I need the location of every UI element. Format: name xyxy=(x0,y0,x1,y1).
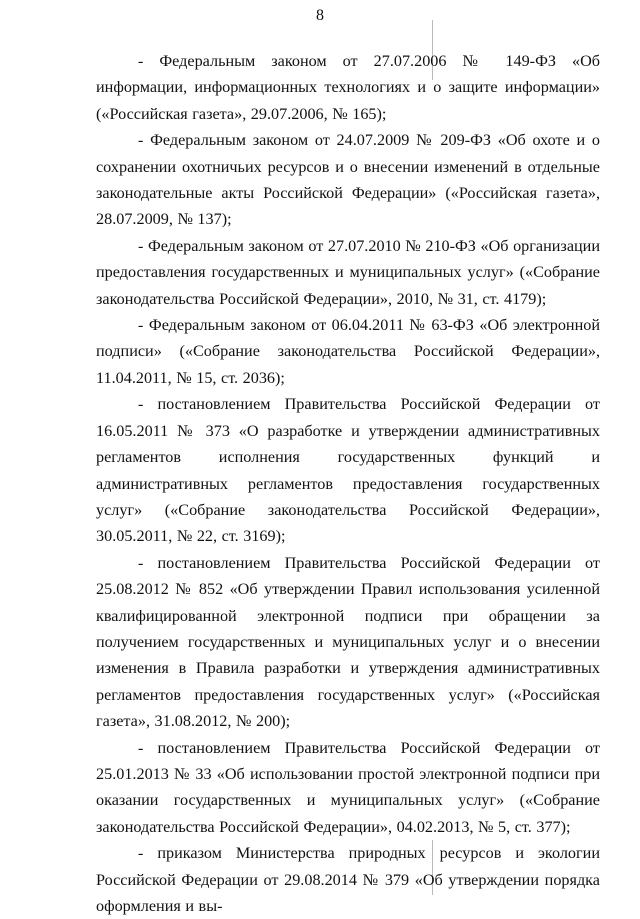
list-item: - Федеральным законом от 24.07.2009 № 209-ФЗ «Об охоте и о сохранении охотничьих ресурсов и о внесении изменений в отдельные законодательные акты Российской Федерации» («Российская газета», 28.07.2009, № 137); xyxy=(96,131,600,229)
list-item: - Федеральным законом от 27.07.2006 № 149-ФЗ «Об информации, информационных технологиях и о защите информации» («Российская газета», 29.07.2006, № 165); xyxy=(96,52,600,123)
list-item: - постановлением Правительства Российской Федерации от 25.08.2012 № 852 «Об утверждении Правил использования усиленной квалифицированной электронной подписи при обращении за получением государственных и муниципальных услуг и о внесении изменения в Правила разработки и утверждения административных регламентов предоставления государственных услуг» («Российская газета», 31.08.2012, № 200); xyxy=(96,553,600,731)
list-item: - Федеральным законом от 06.04.2011 № 63-ФЗ «Об электронной подписи» («Собрание законодательства Российской Федерации», 11.04.2011, № 15, ст. 2036); xyxy=(96,316,600,387)
list-item: - Федеральным законом от 27.07.2010 № 210-ФЗ «Об организации предоставления государственных и муниципальных услуг» («Собрание законодательства Российской Федерации», 2010, № 31, ст. 4179); xyxy=(96,236,600,308)
list-item: - приказом Министерства природных ресурсов и экологии Российской Федерации от 29.08.2014 № 379 «Об утверждении порядка оформления и вы- xyxy=(96,844,600,915)
document-body xyxy=(96,48,600,919)
list-item: - постановлением Правительства Российской Федерации от 16.05.2011 № 373 «О разработке и утверждении административных регламентов исполнения государственных функций и административных регламентов предоставления государственных услуг» («Собрание законодательства Российской Федерации», 30.05.2011, № 22, ст. 3169); xyxy=(96,395,600,546)
page-number: 8 xyxy=(316,7,324,24)
list-item: - постановлением Правительства Российской Федерации от 25.01.2013 № 33 «Об использовании простой электронной подписи при оказании государственных и муниципальных услуг» («Собрание законодательства Российской Федерации», 04.02.2013, № 5, ст. 377); xyxy=(96,738,600,836)
